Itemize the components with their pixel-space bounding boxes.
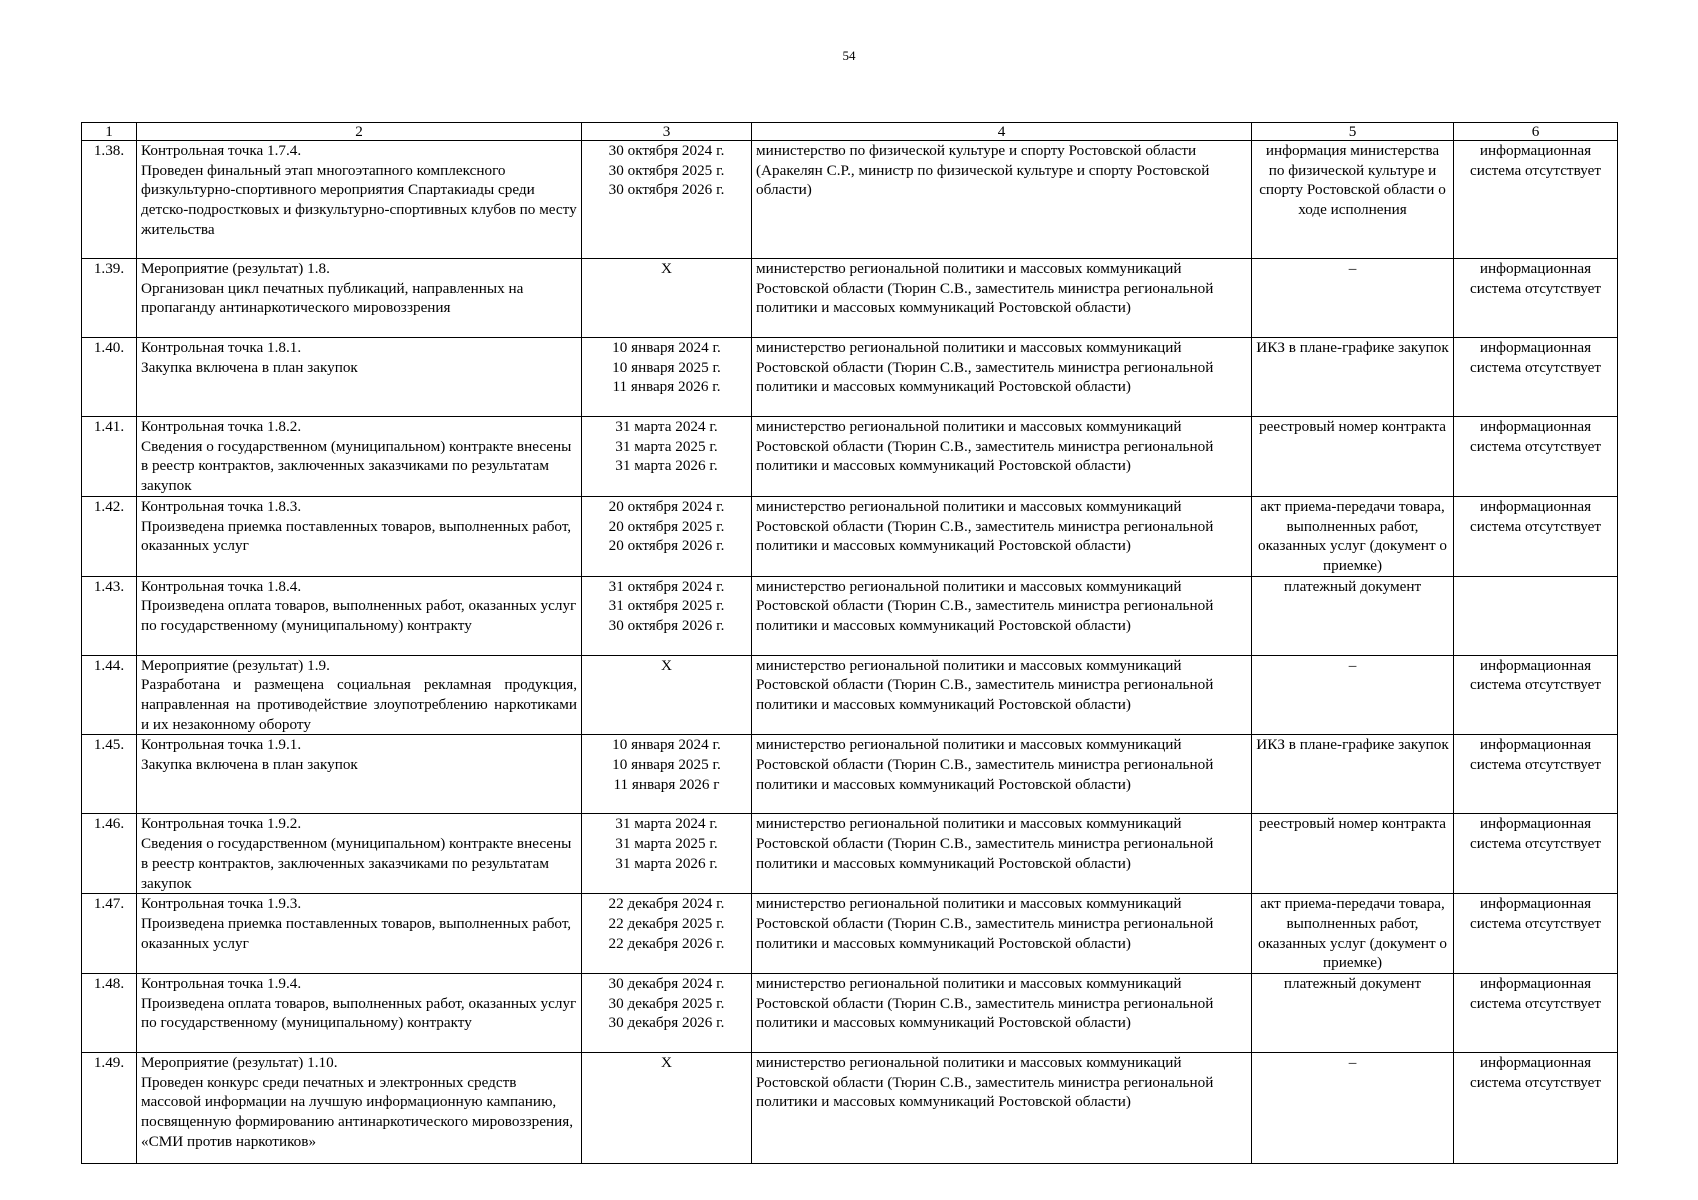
table-row bbox=[82, 974, 1618, 1053]
row-responsible-cell: министерство региональной политики и массовых коммуникаций Ростовской области (Тюрин С.В., заместитель министра региональной политики и массовых коммуникаций Ростовской области) bbox=[752, 496, 1252, 576]
row-dates-cell: 31 октября 2024 г. 31 октября 2025 г. 30 октября 2026 г. bbox=[582, 576, 752, 655]
row-name-cell: Контрольная точка 1.7.4. Проведен финальный этап многоэтапного комплексного физкультурно-спортивного мероприятия Спартакиады среди детско-подростковых и физкультурно-спортивных клубов по месту жительства bbox=[137, 141, 582, 259]
row-dates-cell: 22 декабря 2024 г. 22 декабря 2025 г. 22 декабря 2026 г. bbox=[582, 894, 752, 974]
table-row bbox=[82, 655, 1618, 735]
page-number: 54 bbox=[842, 48, 856, 63]
row-system-cell: информационная система отсутствует bbox=[1454, 1053, 1618, 1164]
row-number-cell: 1.43. bbox=[82, 576, 137, 655]
row-dates-cell: 10 января 2024 г. 10 января 2025 г. 11 января 2026 г bbox=[582, 735, 752, 814]
row-number-cell: 1.41. bbox=[82, 417, 137, 497]
row-system-cell bbox=[1454, 576, 1618, 655]
row-dates-cell: Х bbox=[582, 1053, 752, 1164]
row-name-cell: Контрольная точка 1.9.2. Сведения о государственном (муниципальном) контракте внесены в реестр контрактов, заключенных заказчиками по результатам закупок bbox=[137, 814, 582, 894]
row-document-cell: акт приема-передачи товара, выполненных работ, оказанных услуг (документ о приемке) bbox=[1252, 894, 1454, 974]
row-dates-cell: 30 октября 2024 г. 30 октября 2025 г. 30 октября 2026 г. bbox=[582, 141, 752, 259]
column-header: 2 bbox=[137, 123, 582, 141]
table-row bbox=[82, 814, 1618, 894]
row-name-cell: Мероприятие (результат) 1.9. Разработана и размещена социальная рекламная продукция, направленная на противодействие злоупотреблению наркотиками и их незаконному обороту bbox=[137, 655, 582, 735]
column-header: 3 bbox=[582, 123, 752, 141]
row-document-cell: платежный документ bbox=[1252, 576, 1454, 655]
row-number-cell: 1.46. bbox=[82, 814, 137, 894]
row-name-cell: Контрольная точка 1.8.1. Закупка включена в план закупок bbox=[137, 338, 582, 417]
row-responsible-cell: министерство региональной политики и массовых коммуникаций Ростовской области (Тюрин С.В., заместитель министра региональной политики и массовых коммуникаций Ростовской области) bbox=[752, 1053, 1252, 1164]
row-document-cell: реестровый номер контракта bbox=[1252, 417, 1454, 497]
row-responsible-cell: министерство региональной политики и массовых коммуникаций Ростовской области (Тюрин С.В., заместитель министра региональной политики и массовых коммуникаций Ростовской области) bbox=[752, 576, 1252, 655]
column-header: 6 bbox=[1454, 123, 1618, 141]
table-row bbox=[82, 338, 1618, 417]
row-system-cell: информационная система отсутствует bbox=[1454, 974, 1618, 1053]
row-responsible-cell: министерство региональной политики и массовых коммуникаций Ростовской области (Тюрин С.В., заместитель министра региональной политики и массовых коммуникаций Ростовской области) bbox=[752, 259, 1252, 338]
row-system-cell: информационная система отсутствует bbox=[1454, 417, 1618, 497]
row-system-cell: информационная система отсутствует bbox=[1454, 655, 1618, 735]
column-header: 4 bbox=[752, 123, 1252, 141]
row-dates-cell: Х bbox=[582, 655, 752, 735]
row-system-cell: информационная система отсутствует bbox=[1454, 496, 1618, 576]
row-responsible-cell: министерство по физической культуре и спорту Ростовской области (Аракелян С.Р., министр по физической культуре и спорту Ростовской области) bbox=[752, 141, 1252, 259]
row-dates-cell: 31 марта 2024 г. 31 марта 2025 г. 31 марта 2026 г. bbox=[582, 417, 752, 497]
row-responsible-cell: министерство региональной политики и массовых коммуникаций Ростовской области (Тюрин С.В., заместитель министра региональной политики и массовых коммуникаций Ростовской области) bbox=[752, 655, 1252, 735]
table-body bbox=[82, 141, 1618, 1164]
row-dates-cell: 30 декабря 2024 г. 30 декабря 2025 г. 30 декабря 2026 г. bbox=[582, 974, 752, 1053]
row-name-cell: Контрольная точка 1.8.4. Произведена оплата товаров, выполненных работ, оказанных услуг по государственному (муниципальному) контракту bbox=[137, 576, 582, 655]
table-row bbox=[82, 576, 1618, 655]
row-name-cell: Контрольная точка 1.9.1. Закупка включена в план закупок bbox=[137, 735, 582, 814]
row-dates-cell: 10 января 2024 г. 10 января 2025 г. 11 января 2026 г. bbox=[582, 338, 752, 417]
row-number-cell: 1.44. bbox=[82, 655, 137, 735]
row-name-cell: Контрольная точка 1.8.3. Произведена приемка поставленных товаров, выполненных работ, оказанных услуг bbox=[137, 496, 582, 576]
row-responsible-cell: министерство региональной политики и массовых коммуникаций Ростовской области (Тюрин С.В., заместитель министра региональной политики и массовых коммуникаций Ростовской области) bbox=[752, 735, 1252, 814]
row-document-cell: – bbox=[1252, 655, 1454, 735]
row-document-cell: платежный документ bbox=[1252, 974, 1454, 1053]
row-document-cell: – bbox=[1252, 259, 1454, 338]
plan-table bbox=[81, 122, 1618, 1164]
row-responsible-cell: министерство региональной политики и массовых коммуникаций Ростовской области (Тюрин С.В., заместитель министра региональной политики и массовых коммуникаций Ростовской области) bbox=[752, 894, 1252, 974]
row-number-cell: 1.38. bbox=[82, 141, 137, 259]
row-number-cell: 1.45. bbox=[82, 735, 137, 814]
table-row bbox=[82, 141, 1618, 259]
row-document-cell: – bbox=[1252, 1053, 1454, 1164]
row-system-cell: информационная система отсутствует bbox=[1454, 814, 1618, 894]
row-system-cell: информационная система отсутствует bbox=[1454, 141, 1618, 259]
header-row bbox=[82, 123, 1618, 141]
row-name-cell: Мероприятие (результат) 1.8. Организован цикл печатных публикаций, направленных на пропаганду антинаркотического мировоззрения bbox=[137, 259, 582, 338]
row-name-cell: Контрольная точка 1.9.4. Произведена оплата товаров, выполненных работ, оказанных услуг по государственному (муниципальному) контракту bbox=[137, 974, 582, 1053]
table-row bbox=[82, 259, 1618, 338]
row-dates-cell: Х bbox=[582, 259, 752, 338]
row-document-cell: акт приема-передачи товара, выполненных работ, оказанных услуг (документ о приемке) bbox=[1252, 496, 1454, 576]
table-row bbox=[82, 417, 1618, 497]
row-number-cell: 1.48. bbox=[82, 974, 137, 1053]
row-number-cell: 1.49. bbox=[82, 1053, 137, 1164]
row-system-cell: информационная система отсутствует bbox=[1454, 894, 1618, 974]
row-document-cell: ИКЗ в плане-графике закупок bbox=[1252, 338, 1454, 417]
table-row bbox=[82, 496, 1618, 576]
table-row bbox=[82, 735, 1618, 814]
row-system-cell: информационная система отсутствует bbox=[1454, 735, 1618, 814]
row-document-cell: информация министерства по физической культуре и спорту Ростовской области о ходе исполнения bbox=[1252, 141, 1454, 259]
row-responsible-cell: министерство региональной политики и массовых коммуникаций Ростовской области (Тюрин С.В., заместитель министра региональной политики и массовых коммуникаций Ростовской области) bbox=[752, 338, 1252, 417]
table-row bbox=[82, 894, 1618, 974]
column-header: 5 bbox=[1252, 123, 1454, 141]
row-name-cell: Контрольная точка 1.8.2. Сведения о государственном (муниципальном) контракте внесены в реестр контрактов, заключенных заказчиками по результатам закупок bbox=[137, 417, 582, 497]
row-number-cell: 1.39. bbox=[82, 259, 137, 338]
row-dates-cell: 31 марта 2024 г. 31 марта 2025 г. 31 марта 2026 г. bbox=[582, 814, 752, 894]
row-system-cell: информационная система отсутствует bbox=[1454, 338, 1618, 417]
row-responsible-cell: министерство региональной политики и массовых коммуникаций Ростовской области (Тюрин С.В., заместитель министра региональной политики и массовых коммуникаций Ростовской области) bbox=[752, 814, 1252, 894]
row-document-cell: ИКЗ в плане-графике закупок bbox=[1252, 735, 1454, 814]
row-name-cell: Контрольная точка 1.9.3. Произведена приемка поставленных товаров, выполненных работ, оказанных услуг bbox=[137, 894, 582, 974]
row-number-cell: 1.47. bbox=[82, 894, 137, 974]
row-system-cell: информационная система отсутствует bbox=[1454, 259, 1618, 338]
row-name-cell: Мероприятие (результат) 1.10. Проведен конкурс среди печатных и электронных средств массовой информации на лучшую информационную кампанию, посвященную формированию антинаркотического мировоззрения, «СМИ против наркотиков» bbox=[137, 1053, 582, 1164]
row-responsible-cell: министерство региональной политики и массовых коммуникаций Ростовской области (Тюрин С.В., заместитель министра региональной политики и массовых коммуникаций Ростовской области) bbox=[752, 974, 1252, 1053]
column-header: 1 bbox=[82, 123, 137, 141]
row-responsible-cell: министерство региональной политики и массовых коммуникаций Ростовской области (Тюрин С.В., заместитель министра региональной политики и массовых коммуникаций Ростовской области) bbox=[752, 417, 1252, 497]
row-number-cell: 1.42. bbox=[82, 496, 137, 576]
table-row bbox=[82, 1053, 1618, 1164]
row-number-cell: 1.40. bbox=[82, 338, 137, 417]
row-document-cell: реестровый номер контракта bbox=[1252, 814, 1454, 894]
row-dates-cell: 20 октября 2024 г. 20 октября 2025 г. 20 октября 2026 г. bbox=[582, 496, 752, 576]
